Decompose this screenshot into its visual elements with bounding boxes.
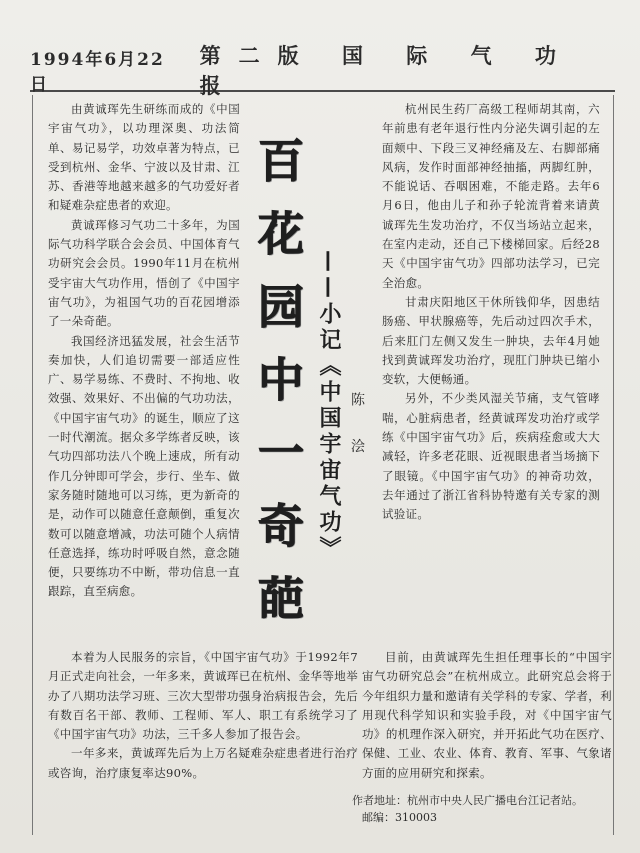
paragraph: 另外，不少类风湿关节痛，支气管哮喘，心脏病患者，经黄诚珲发功治疗或学练《中国宇宙气功》后，疾病痊愈或大大减轻，许多老花眼、近视眼患者当场摘下了眼镜。《中国宇宙气功》的神奇功效，去年通过了浙江省科协特邀有关专家的测试验证。 xyxy=(382,391,600,522)
headline-subtitle: ——小记《中国宇宙气功》 xyxy=(316,250,341,562)
bottom-right-column xyxy=(362,648,612,783)
edition-title: 第二版 国 际 气 功 报 xyxy=(199,43,574,98)
issue-date: 1994年6月22日 xyxy=(30,50,165,95)
author-contact xyxy=(352,792,602,826)
headline xyxy=(248,125,314,636)
headline-char: 百 xyxy=(258,134,304,188)
bottom-left-column xyxy=(48,648,358,783)
paragraph: 我国经济迅猛发展，社会生活节奏加快，人们追切需要一部适应性广、易学易练、不费时、不拘地、收效强、效果好、不出偏的气功功法，《中国宇宙气功》的诞生，顺应了这一时代潮流。据众多学练者反映，该气功四部功法八个晚上速成，所有动作几分钟即可学会，步行、坐车、做家务随时随地可以习练，更为新奇的是，动作可以随意任意颠倒，重复次数可以随意增减，功法可随个人病情任意选择，练功时呼吸自然，意念随便，只要练功不中断，带功信息一直跟踪，直至病愈。 xyxy=(48,333,240,599)
left-column xyxy=(48,100,240,602)
headline-char: 葩 xyxy=(258,572,304,626)
paragraph: 甘肃庆阳地区干休所钱仰华，因患结肠癌、甲状腺癌等，先后动过四次手术，后来肛门左侧又发生一肿块，去年4月她找到黄诚珲发功治疗，现肛门肿块已缩小变软，大便畅通。 xyxy=(382,294,600,387)
headline-char: 花 xyxy=(258,207,304,261)
headline-char: 奇 xyxy=(258,499,304,553)
paragraph: 本着为人民服务的宗旨，《中国宇宙气功》于1992年7月正式走向社会，一年多来，黄诚珲已在杭州、金华等地举办了八期功法学习班、三次大型带功强身治病报告会，先后有数百名干部、教师、工程师、军人、职工有系统学习了《中国宇宙气功》功法，三千多人参加了报告会。 xyxy=(48,650,358,742)
author-byline: 陈 浍 xyxy=(349,392,365,467)
paragraph: 黄诚珲修习气功二十多年，为国际气功科学联合会会员、中国体育气功研究会会员。1990年11月在杭州受宇宙大气功作用，悟创了《中国宇宙气功》，为祖国气功的百花园增添了一朵奇葩。 xyxy=(48,217,240,329)
paragraph: 杭州民生药厂高级工程师胡其南，六年前患有老年退行性内分泌失调引起的左面颊中、下段三叉神经痛及左、右脚部痛风病，发作时面部神经抽搐，两脚红肿，不能说话、吞咽困难，不能走路。去年6月6日，他由儿子和孙子轮流背着来请黄诚珲先生发功治疗，不仅当场站立起来，在室内走动，还自己下楼梯回家。后经28天《中国宇宙气功》四部功法学习，已完全治愈。 xyxy=(382,102,600,290)
paragraph: 目前，由黄诚珲先生担任理事长的“中国宇宙气功研究总会”在杭州成立。此研究总会将于今年组织力量和邀请有关学科的专家、学者，利用现代科学知识和实验手段，对《中国宇宙气功》的机理作深入研究，并开拓此气功在医疗、保健、工业、农业、体育、教育、军事、气象诸方面的应用研究和探索。 xyxy=(362,650,612,780)
masthead xyxy=(30,43,615,98)
paragraph: 由黄诚珲先生研练而成的《中国宇宙气功》，以功理深奥、功法简单、易记易学，功效卓著为特点，已受到杭州、金华、宁波以及甘肃、江苏、香港等地越来越多的气功爱好者和疑难杂症患者的欢迎。 xyxy=(48,102,240,213)
headline-char: 园 xyxy=(258,280,304,334)
right-column xyxy=(382,100,600,525)
author-address: 作者地址：杭州市中央人民广播电台江记者站。 xyxy=(352,794,583,807)
headline-char: 一 xyxy=(258,426,304,480)
headline-char: 中 xyxy=(258,353,304,407)
postcode: 邮编：310003 xyxy=(362,811,437,824)
paragraph: 一年多来，黄诚珲先后为上万名疑难杂症患者进行治疗或咨询，治疗康复率达90%。 xyxy=(48,746,358,780)
